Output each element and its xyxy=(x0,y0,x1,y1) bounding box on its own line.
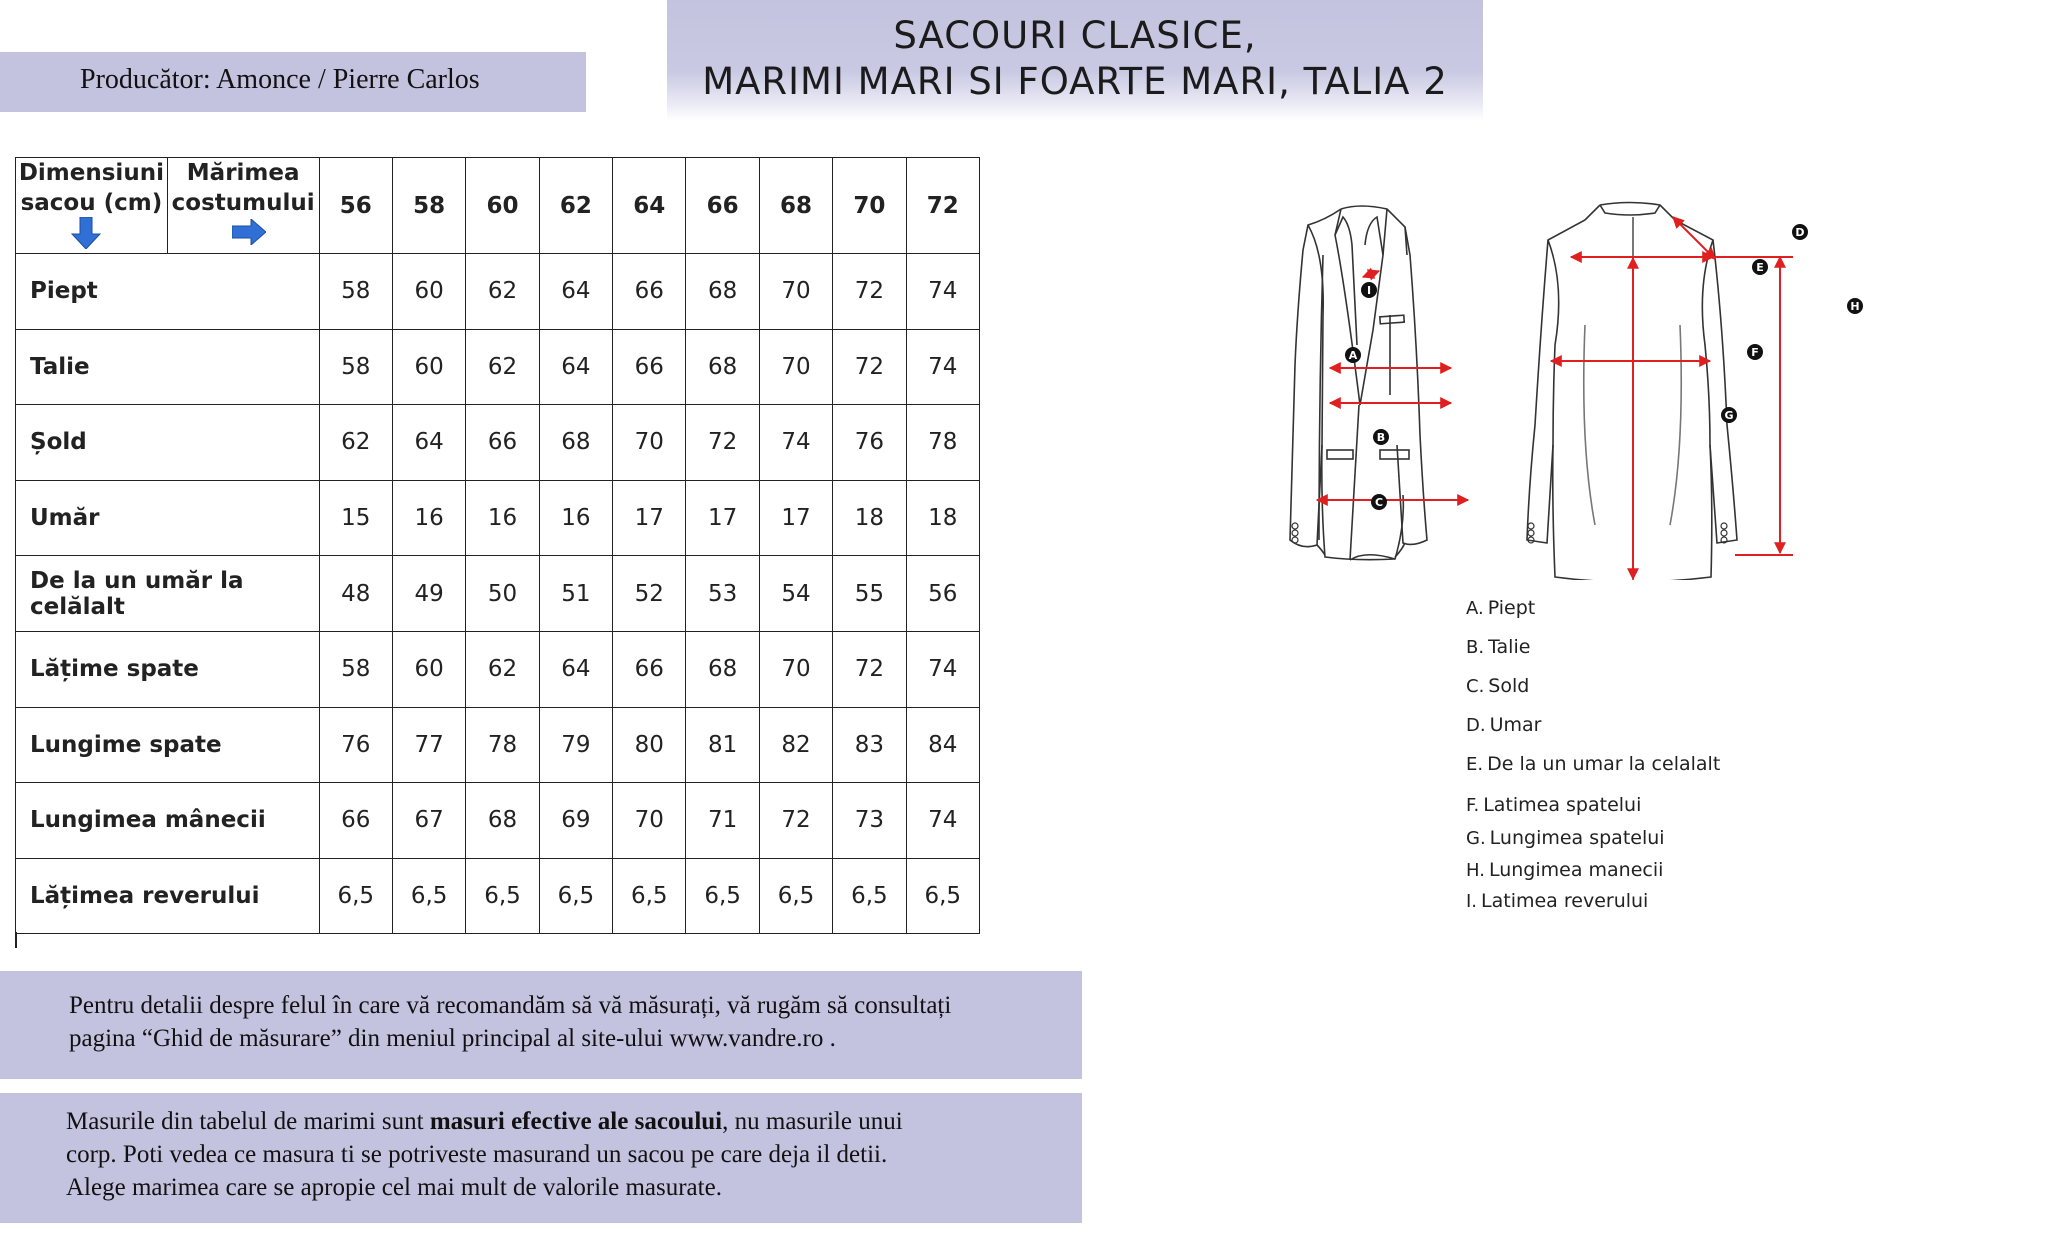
table-cell: 71 xyxy=(686,783,759,859)
legend-item xyxy=(1466,859,1663,881)
table-cell: 66 xyxy=(613,631,686,707)
legend-item xyxy=(1466,827,1665,849)
table-row xyxy=(16,858,980,934)
table-cell: 68 xyxy=(686,329,759,405)
marker-D xyxy=(1792,224,1808,240)
table-cell: 81 xyxy=(686,707,759,783)
table-corner-tick xyxy=(15,932,17,948)
note1-line-1: Pentru detalii despre felul în care vă recomandăm să vă măsurați, vă rugăm să consultați xyxy=(69,992,952,1019)
table-cell: 74 xyxy=(906,254,979,330)
legend-key: F. xyxy=(1466,795,1480,816)
legend-key: E. xyxy=(1466,754,1484,775)
table-cell: 70 xyxy=(759,254,832,330)
table-cell: 60 xyxy=(392,631,465,707)
row-label: Talie xyxy=(16,329,320,405)
row-label: Lățime spate xyxy=(16,631,320,707)
note2-line-1 xyxy=(66,1105,1066,1138)
header-size-line-1: Mărimea xyxy=(186,160,300,186)
legend-item xyxy=(1466,636,1530,658)
table-cell: 51 xyxy=(539,556,612,632)
table-cell: 74 xyxy=(906,631,979,707)
table-cell: 62 xyxy=(319,405,392,481)
table-cell: 70 xyxy=(613,405,686,481)
table-cell: 54 xyxy=(759,556,832,632)
table-cell: 55 xyxy=(833,556,906,632)
legend-text: De la un umar la celalalt xyxy=(1487,753,1721,775)
table-cell: 67 xyxy=(392,783,465,859)
page-title-line-2: MARIMI MARI SI FOARTE MARI, TALIA 2 xyxy=(702,60,1448,103)
marker-E xyxy=(1752,259,1768,275)
table-cell: 68 xyxy=(686,254,759,330)
table-cell: 58 xyxy=(319,254,392,330)
table-cell: 77 xyxy=(392,707,465,783)
legend-text: Lungimea manecii xyxy=(1488,859,1664,881)
table-cell: 74 xyxy=(906,783,979,859)
legend-item xyxy=(1466,794,1641,816)
table-cell: 76 xyxy=(319,707,392,783)
table-cell: 16 xyxy=(466,480,539,556)
legend-key: H. xyxy=(1466,860,1485,881)
table-cell: 6,5 xyxy=(466,858,539,934)
table-cell: 68 xyxy=(686,631,759,707)
header-dimensions-line-1: Dimensiuni xyxy=(18,160,164,186)
marker-C xyxy=(1371,494,1387,510)
table-cell: 50 xyxy=(466,556,539,632)
measuring-guide-note xyxy=(0,971,1082,1079)
producer-text: Producător: Amonce / Pierre Carlos xyxy=(80,64,480,95)
table-cell: 74 xyxy=(906,329,979,405)
size-header: 72 xyxy=(906,158,979,254)
legend-item xyxy=(1466,675,1529,697)
table-cell: 79 xyxy=(539,707,612,783)
legend-text: Umar xyxy=(1489,714,1542,736)
svg-text:F: F xyxy=(1751,346,1759,359)
size-header: 66 xyxy=(686,158,759,254)
table-cell: 78 xyxy=(906,405,979,481)
row-label: Lățimea reverului xyxy=(16,858,320,934)
table-cell: 6,5 xyxy=(686,858,759,934)
table-cell: 49 xyxy=(392,556,465,632)
legend-item xyxy=(1466,597,1535,619)
table-cell: 6,5 xyxy=(613,858,686,934)
table-cell: 66 xyxy=(466,405,539,481)
table-cell: 58 xyxy=(319,329,392,405)
table-cell: 18 xyxy=(906,480,979,556)
size-header: 56 xyxy=(319,158,392,254)
table-cell: 6,5 xyxy=(319,858,392,934)
page-title-line-1: SACOURI CLASICE, xyxy=(893,14,1257,57)
table-cell: 62 xyxy=(466,631,539,707)
svg-text:I: I xyxy=(1366,284,1372,297)
size-header: 64 xyxy=(613,158,686,254)
legend-text: Lungimea spatelui xyxy=(1489,827,1665,849)
table-cell: 62 xyxy=(466,329,539,405)
table-cell: 66 xyxy=(319,783,392,859)
legend-key: D. xyxy=(1466,715,1486,736)
table-cell: 15 xyxy=(319,480,392,556)
legend-item xyxy=(1466,714,1541,736)
legend-item xyxy=(1466,753,1720,775)
table-cell: 60 xyxy=(392,254,465,330)
arrow-right-icon xyxy=(232,219,266,245)
marker-A xyxy=(1345,347,1361,363)
table-cell: 73 xyxy=(833,783,906,859)
sleeve-buttons xyxy=(1292,523,1727,543)
table-cell: 66 xyxy=(613,254,686,330)
table-cell: 62 xyxy=(466,254,539,330)
marker-H xyxy=(1847,298,1863,314)
title-banner xyxy=(667,0,1483,120)
table-cell: 58 xyxy=(319,631,392,707)
note2-line-2: corp. Poti vedea ce masura ti se potriveste masurand un sacou pe care deja il detii. xyxy=(66,1141,888,1168)
svg-text:C: C xyxy=(1374,496,1384,509)
table-cell: 74 xyxy=(759,405,832,481)
svg-text:G: G xyxy=(1724,409,1734,422)
note1-line-2: pagina “Ghid de măsurare” din meniul principal al site-ului www.vandre.ro . xyxy=(69,1025,836,1052)
table-cell: 70 xyxy=(759,631,832,707)
table-row xyxy=(16,631,980,707)
table-header-row xyxy=(16,158,980,254)
header-dimensions-line-2: sacou (cm) xyxy=(20,190,163,216)
svg-text:B: B xyxy=(1376,431,1386,444)
legend-key: A. xyxy=(1466,598,1484,619)
row-label: Lungime spate xyxy=(16,707,320,783)
header-dimensions xyxy=(16,158,168,254)
marker-F xyxy=(1747,344,1763,360)
table-cell: 17 xyxy=(759,480,832,556)
size-header: 60 xyxy=(466,158,539,254)
table-row xyxy=(16,480,980,556)
svg-text:E: E xyxy=(1756,261,1764,274)
legend-text: Sold xyxy=(1488,675,1530,697)
jacket-measurement-diagram xyxy=(1255,195,1905,580)
marker-B xyxy=(1373,429,1389,445)
table-row xyxy=(16,329,980,405)
row-label: Piept xyxy=(16,254,320,330)
marker-I xyxy=(1361,282,1377,298)
row-label: Șold xyxy=(16,405,320,481)
table-cell: 56 xyxy=(906,556,979,632)
legend-key: G. xyxy=(1466,828,1486,849)
table-cell: 80 xyxy=(613,707,686,783)
svg-text:A: A xyxy=(1348,349,1358,362)
row-label: De la un umăr la celălalt xyxy=(16,556,320,632)
table-cell: 17 xyxy=(686,480,759,556)
front-jacket-drawing xyxy=(1290,206,1427,560)
table-row xyxy=(16,707,980,783)
table-row xyxy=(16,405,980,481)
table-cell: 72 xyxy=(686,405,759,481)
table-cell: 6,5 xyxy=(906,858,979,934)
arrow-down-icon xyxy=(71,217,101,249)
note2-line-1-start: Masurile din tabelul de marimi sunt xyxy=(66,1108,430,1135)
legend-key: C. xyxy=(1466,676,1485,697)
table-cell: 70 xyxy=(613,783,686,859)
svg-text:H: H xyxy=(1850,300,1860,313)
size-header: 62 xyxy=(539,158,612,254)
table-cell: 64 xyxy=(539,254,612,330)
table-cell: 53 xyxy=(686,556,759,632)
legend-key: B. xyxy=(1466,637,1485,658)
legend-item xyxy=(1466,890,1648,912)
table-cell: 18 xyxy=(833,480,906,556)
table-cell: 72 xyxy=(833,329,906,405)
table-cell: 72 xyxy=(833,254,906,330)
legend-text: Latimea reverului xyxy=(1481,890,1649,912)
table-cell: 60 xyxy=(392,329,465,405)
table-cell: 52 xyxy=(613,556,686,632)
table-row xyxy=(16,783,980,859)
header-size xyxy=(167,158,319,254)
legend-text: Latimea spatelui xyxy=(1483,794,1642,816)
table-cell: 64 xyxy=(539,329,612,405)
legend-text: Piept xyxy=(1487,597,1536,619)
table-cell: 69 xyxy=(539,783,612,859)
table-cell: 68 xyxy=(466,783,539,859)
note2-line-3: Alege marimea care se apropie cel mai mult de valorile masurate. xyxy=(66,1174,722,1201)
table-cell: 78 xyxy=(466,707,539,783)
table-cell: 76 xyxy=(833,405,906,481)
size-header: 68 xyxy=(759,158,832,254)
size-header: 58 xyxy=(392,158,465,254)
table-cell: 66 xyxy=(613,329,686,405)
producer-banner xyxy=(0,52,586,112)
table-cell: 64 xyxy=(539,631,612,707)
table-cell: 68 xyxy=(539,405,612,481)
table-cell: 6,5 xyxy=(539,858,612,934)
row-label: Umăr xyxy=(16,480,320,556)
marker-G xyxy=(1721,407,1737,423)
size-table xyxy=(15,157,980,934)
front-measure-lines xyxy=(1317,271,1468,500)
table-cell: 84 xyxy=(906,707,979,783)
table-cell: 17 xyxy=(613,480,686,556)
legend-text: Talie xyxy=(1488,636,1531,658)
table-cell: 82 xyxy=(759,707,832,783)
table-cell: 16 xyxy=(392,480,465,556)
header-size-line-2: costumului xyxy=(171,190,315,216)
table-cell: 72 xyxy=(833,631,906,707)
table-cell: 16 xyxy=(539,480,612,556)
table-cell: 64 xyxy=(392,405,465,481)
note2-line-1-end: , nu masurile unui xyxy=(722,1108,903,1135)
table-cell: 72 xyxy=(759,783,832,859)
size-header: 70 xyxy=(833,158,906,254)
table-cell: 6,5 xyxy=(392,858,465,934)
table-cell: 83 xyxy=(833,707,906,783)
table-cell: 6,5 xyxy=(759,858,832,934)
table-cell: 6,5 xyxy=(833,858,906,934)
table-cell: 70 xyxy=(759,329,832,405)
note2-line-1-bold: masuri efective ale sacoului xyxy=(429,1108,723,1135)
svg-text:D: D xyxy=(1795,226,1805,239)
effective-measures-note xyxy=(0,1093,1082,1223)
row-label: Lungimea mânecii xyxy=(16,783,320,859)
table-row xyxy=(16,556,980,632)
legend-key: I. xyxy=(1466,891,1478,912)
table-row xyxy=(16,254,980,330)
table-cell: 48 xyxy=(319,556,392,632)
